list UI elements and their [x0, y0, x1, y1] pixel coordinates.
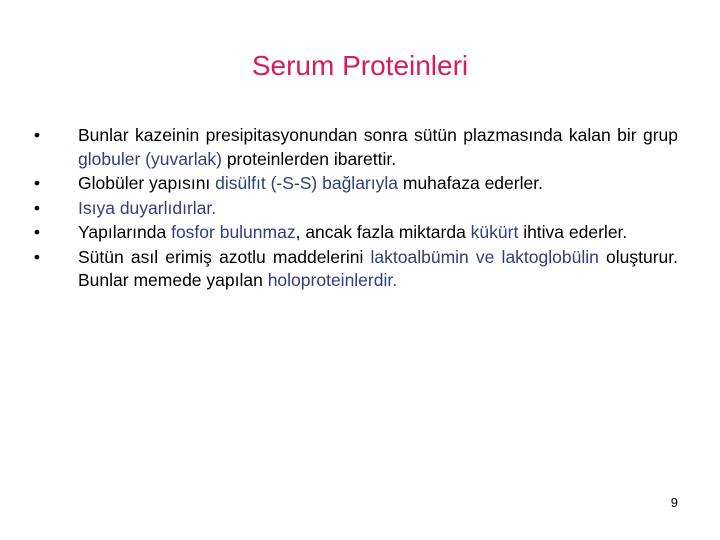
bullet-dot-icon: •: [33, 222, 41, 242]
bullet-dot-icon: •: [33, 125, 41, 145]
bullet-text: Sütün asıl erimiş azotlu maddelerini: [78, 246, 371, 267]
bullet-dot-icon: •: [33, 246, 41, 267]
highlighted-term: disülfıt (-S-S) bağlarıyla: [215, 173, 398, 193]
bullet-text: proteinlerden ibarettir.: [221, 148, 397, 169]
highlighted-term: kükürt: [470, 222, 519, 242]
bullet-text: Yapılarında: [78, 222, 172, 242]
bullet-dot-icon: •: [33, 173, 41, 193]
bullet-item: [30, 246, 678, 293]
highlighted-term: globuler (yuvarlak): [78, 148, 222, 169]
bullet-text: ihtiva ederler.: [518, 222, 628, 242]
bullet-list: [30, 124, 678, 294]
page-number: 9: [670, 495, 678, 510]
bullet-item: [30, 172, 678, 196]
bullet-item: [30, 221, 678, 245]
bullet-item: [30, 197, 678, 221]
slide-title: Serum Proteinleri: [251, 50, 469, 81]
highlighted-term: Isıya duyarlıdırlar.: [78, 197, 217, 218]
bullet-text: Globüler yapısını: [78, 173, 216, 193]
bullet-item: [30, 124, 678, 171]
bullet-text: muhafaza ederler.: [398, 173, 543, 193]
highlighted-term: holoproteinlerdir.: [267, 270, 398, 290]
highlighted-term: laktoalbümin ve laktoglobülin: [370, 246, 599, 267]
bullet-dot-icon: •: [33, 197, 41, 218]
bullet-text: oluşturur. Bunlar memede yapılan: [78, 246, 678, 290]
bullet-text: , ancak fazla miktarda: [295, 222, 471, 242]
highlighted-term: fosfor bulunmaz: [171, 222, 296, 242]
bullet-text: Bunlar kazeinin presipitasyonundan sonra sütün plazmasında kalan bir grup: [78, 125, 678, 145]
